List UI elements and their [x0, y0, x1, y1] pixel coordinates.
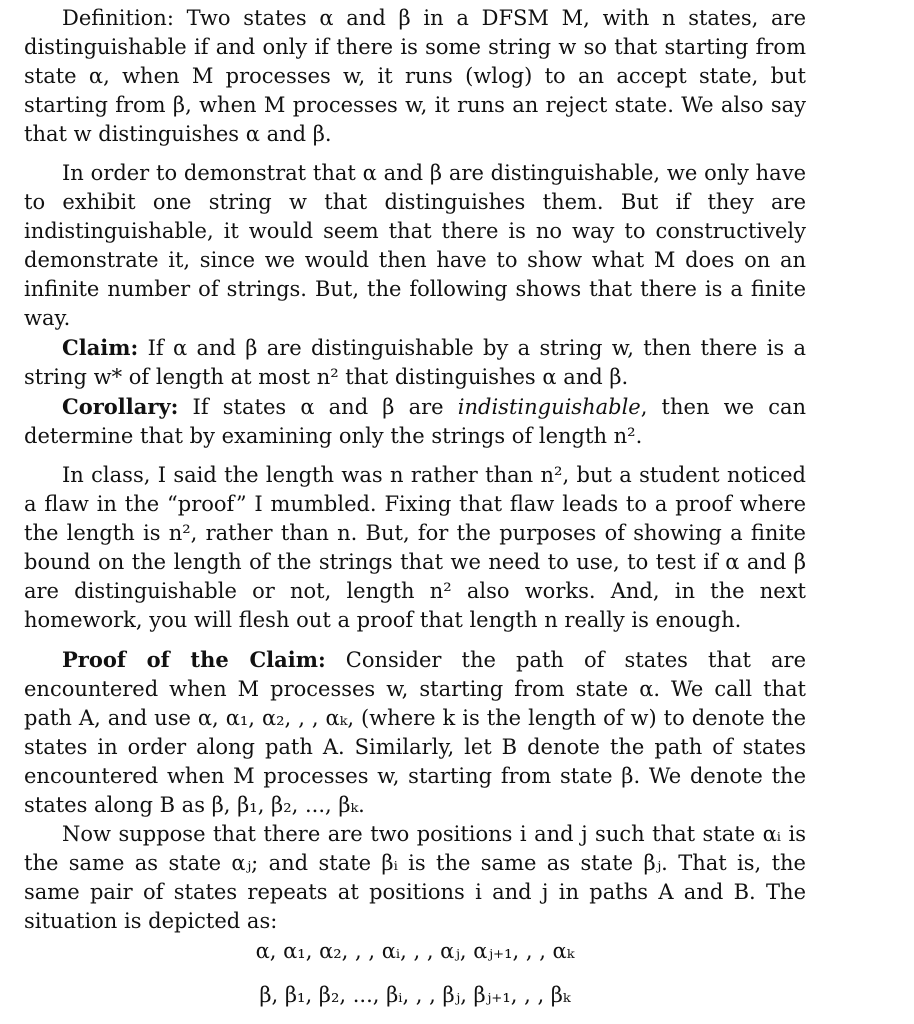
demonstrate-paragraph: In order to demonstrat that α and β are distinguishable, we only have to exhibit one string w that distinguishes them. But if they are indistinguishable, it would seem that there is no way to constructively demonstrate it, since we would then have to show what M does on an infinite number of strings. But, the following shows that there is a finite way. [24, 161, 806, 330]
now-suppose-paragraph: Now suppose that there are two positions i and j such that state αᵢ is the same as state αⱼ; and state βᵢ is the same as state βⱼ. That is, the same pair of states repeats at positions i and j in paths A and B. The situation is depicted as: [24, 822, 806, 933]
proof-label: Proof of the Claim: [62, 647, 326, 672]
in-class-paragraph: In class, I said the length was n rather than n², but a student noticed a flaw in the “proof” I mumbled. Fixing that flaw leads to a proof where the length is n², rather than n. But, for the purposes of showing a finite bound on the length of the strings that we need to use, to test if α and β are distinguishable or not, length n² also works. And, in the next homework, you will flesh out a proof that length n really is enough. [24, 463, 806, 632]
alpha-path-display: α, α₁, α₂, , , αᵢ, , , αⱼ, αⱼ₊₁, , , αₖ [255, 939, 575, 963]
definition-paragraph: Definition: Two states α and β in a DFSM M, with n states, are distinguishable if and only if there is some string w so that starting from state α, when M processes w, it runs (wlog) to an accept state, but starting from β, when M processes w, it runs an reject state. We also say that w distinguishes α and β. [24, 6, 806, 146]
corollary-body-2: , then we can determine that by examining only the strings of length n². [24, 395, 806, 448]
corollary-label: Corollary: [62, 394, 179, 419]
body-text [24, 4, 806, 936]
claim-label: Claim: [62, 335, 139, 360]
beta-path-display: β, β₁, β₂, ..., βᵢ, , , βⱼ, βⱼ₊₁, , , βₖ [259, 983, 571, 1007]
claim-body: If α and β are distinguishable by a string w, then there is a string w* of length at most n² that distinguishes α and β. [24, 336, 806, 389]
proof-paragraph [24, 645, 806, 820]
claim-paragraph [24, 333, 806, 392]
corollary-paragraph [24, 392, 806, 451]
proof-body: Consider the path of states that are encountered when M processes w, starting from state α. We call that path A, and use α, α₁, α₂, , , αₖ, (where k is the length of w) to denote the states in order along path A. Similarly, let B denote the path of states encountered when M processes w, starting from state β. We denote the states along B as β, β₁, β₂, ..., βₖ. [24, 648, 806, 817]
corollary-emphasis: indistinguishable [457, 395, 641, 419]
corollary-body-1: If states α and β are [192, 395, 444, 419]
